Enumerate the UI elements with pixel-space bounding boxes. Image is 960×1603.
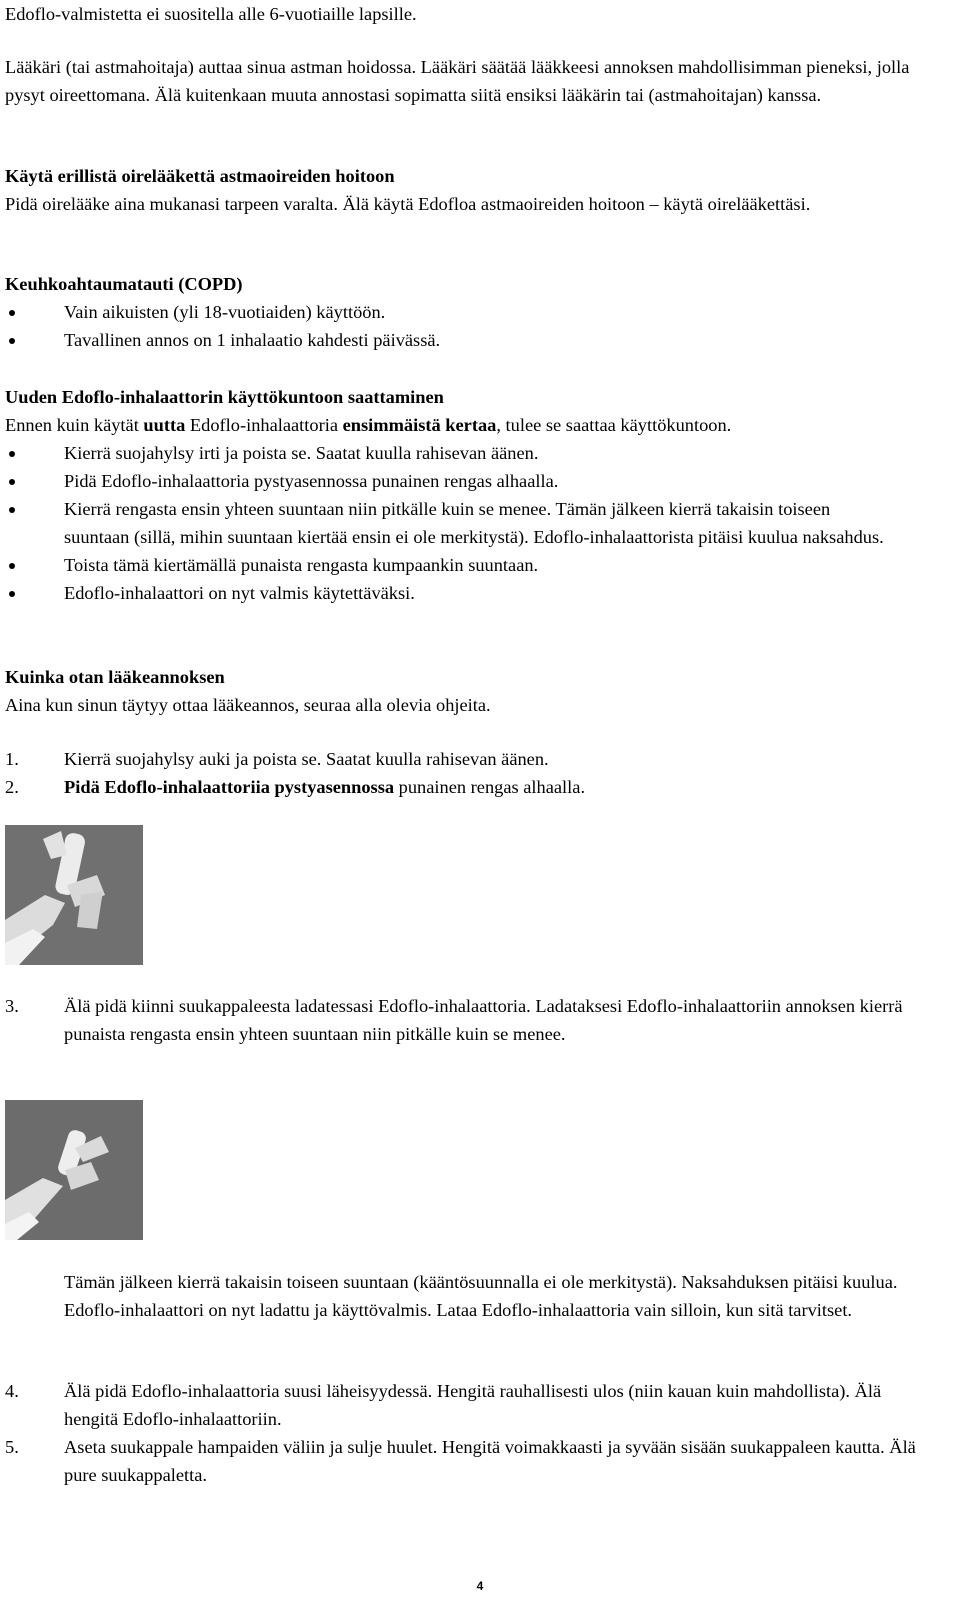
bullet-icon xyxy=(9,591,15,597)
priming-intro: Ennen kuin käytät uutta Edoflo-inhalaattoria ensimmäistä kertaa, tulee se saattaa käyttökuntoon. xyxy=(5,415,732,435)
list-item: Edoflo-inhalaattori on nyt valmis käytettäväksi. xyxy=(5,579,895,607)
list-item: 3. Älä pidä kiinni suukappaleesta ladatessasi Edoflo-inhalaattoria. Ladataksesi Edoflo-inhalaattoriin annoksen kierrä punaista rengasta ensin yhteen suuntaan niin pitkälle kuin se menee. xyxy=(5,996,903,1044)
reliever-text: Pidä oirelääke aina mukanasi tarpeen varalta. Älä käytä Edofloa astmaoireiden hoitoon – käytä oirelääkettäsi. xyxy=(5,194,811,214)
list-item: 5. Aseta suukappale hampaiden väliin ja sulje huulet. Hengitä voimakkaasti ja syvään sisään suukappaleen kautta. Älä pure suukappaletta. xyxy=(5,1437,916,1485)
reliever-heading: Käytä erillistä oirelääkettä astmaoireiden hoitoon xyxy=(5,166,395,186)
bullet-icon xyxy=(9,507,15,513)
copd-section xyxy=(5,270,953,354)
children-warning: Edoflo-valmistetta ei suositella alle 6-vuotiaille lapsille. xyxy=(5,4,417,24)
bullet-icon xyxy=(9,338,15,344)
bullet-icon xyxy=(9,563,15,569)
doctor-note: Lääkäri (tai astmahoitaja) auttaa sinua astman hoidossa. Lääkäri säätää lääkkeesi annoksen mahdollisimman pieneksi, jolla pysyt oireettomana. Älä kuitenkaan muuta annostasi sopimatta siitä ensiksi lääkärin tai (astmahoitajan) kanssa. xyxy=(5,57,910,105)
list-item: Kierrä rengasta ensin yhteen suuntaan niin pitkälle kuin se menee. Tämän jälkeen kierrä takaisin toiseen suuntaan (sillä, mihin suuntaan kiertää ensin ei ole merkitystä). Edoflo-inhalaattorista pitäisi kuulua naksahdus. xyxy=(5,495,895,551)
copd-heading: Keuhkoahtaumatauti (COPD) xyxy=(5,274,243,294)
list-item: Pidä Edoflo-inhalaattoria pystyasennossa punainen rengas alhaalla. xyxy=(5,467,895,495)
copd-list xyxy=(5,298,953,354)
dose-heading: Kuinka otan lääkeannoksen xyxy=(5,667,225,687)
reliever-section xyxy=(5,162,953,218)
list-item: 4. Älä pidä Edoflo-inhalaattoria suusi läheisyydessä. Hengitä rauhallisesti ulos (niin kauan kuin mahdollista). Älä hengitä Edoflo-inhalaattoriin. xyxy=(5,1381,882,1429)
list-item: Vain aikuisten (yli 18-vuotiaiden) käyttöön. xyxy=(5,298,953,326)
bullet-icon xyxy=(9,310,15,316)
list-item: 1. Kierrä suojahylsy auki ja poista se. Saatat kuulla rahisevan äänen. xyxy=(5,749,549,769)
priming-section xyxy=(5,383,953,607)
priming-heading: Uuden Edoflo-inhalaattorin käyttökuntoon saattaminen xyxy=(5,387,444,407)
dose-step-3 xyxy=(5,992,935,1048)
inhaler-twist-icon xyxy=(5,1100,143,1240)
inhaler-hand-icon xyxy=(5,825,143,965)
bullet-icon xyxy=(9,451,15,457)
dose-steps-4-5 xyxy=(5,1377,935,1489)
after-loading-text: Tämän jälkeen kierrä takaisin toiseen suuntaan (kääntösuunnalla ei ole merkitystä). Naksahduksen pitäisi kuulua. Edoflo-inhalaattori on nyt ladattu ja käyttövalmis. Lataa Edoflo-inhalaattoria vain silloin, kun sitä tarvitset. xyxy=(64,1272,898,1320)
dose-section xyxy=(5,663,953,719)
priming-list xyxy=(5,439,895,607)
list-item: Kierrä suojahylsy irti ja poista se. Saatat kuulla rahisevan äänen. xyxy=(5,439,895,467)
inhaler-loading-photo xyxy=(5,1100,143,1240)
list-item: Toista tämä kiertämällä punaista rengasta kumpaankin suuntaan. xyxy=(5,551,895,579)
page-number: 4 xyxy=(476,1579,484,1593)
dose-intro: Aina kun sinun täytyy ottaa lääkeannos, seuraa alla olevia ohjeita. xyxy=(5,695,491,715)
bullet-icon xyxy=(9,479,15,485)
list-item: Tavallinen annos on 1 inhalaatio kahdesti päivässä. xyxy=(5,326,953,354)
inhaler-upright-photo xyxy=(5,825,143,965)
list-item: 2. Pidä Edoflo-inhalaattoriia pystyasennossa punainen rengas alhaalla. xyxy=(5,777,586,797)
dose-steps-1-2 xyxy=(5,745,953,801)
